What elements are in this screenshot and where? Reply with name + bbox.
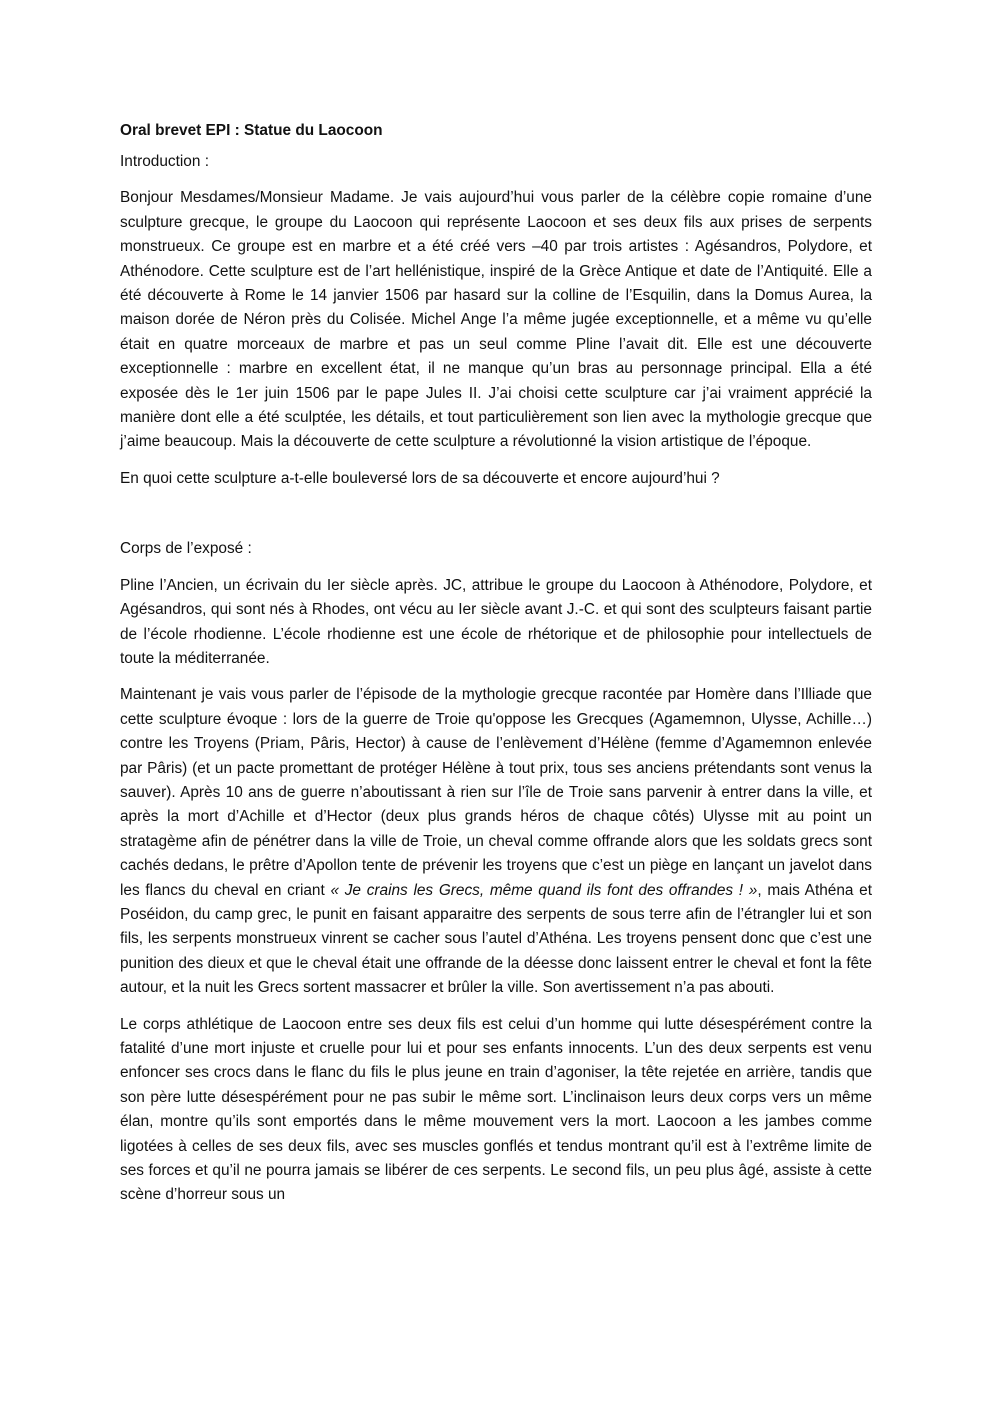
problem-question: En quoi cette sculpture a-t-elle bouleversé lors de sa découverte et encore aujourd’hui ?	[120, 469, 720, 487]
body-paragraph-2	[120, 683, 872, 1000]
body-heading: Corps de l’exposé :	[120, 540, 252, 558]
document-title: Oral brevet EPI : Statue du Laocoon	[120, 122, 383, 139]
laocoon-quote: « Je crains les Grecs, même quand ils font des offrandes ! »	[330, 881, 758, 899]
introduction-heading: Introduction :	[120, 153, 209, 170]
document-page	[120, 120, 872, 1220]
section-spacer	[120, 503, 872, 537]
body-paragraph-2-text-start: Maintenant je vais vous parler de l’épisode de la mythologie grecque racontée par Homère dans l’Illiade que cette sculpture évoque : lors de la guerre de Troie qu'oppose les Grecques (Agamemnon, Ulysse, Achille…) contre les Troyens (Priam, Pâris, Hector) à cause de l’enlèvement d’Hélène (femme d’Agamemnon enlevée par Pâris) (et un pacte promettant de protéger Hélène à tout prix, tous ses anciens prétendants sont venus la sauver). Après 10 ans de guerre n’aboutissant à rien sur l’île de Troie sans parvenir à entrer dans la ville, et après la mort d’Achille et d’Hector (deux plus grands héros de chaque côtés) Ulysse mit au point un stratagème afin de pénétrer dans la ville de Troie, un cheval comme offrande alors que les soldats grecs sont cachés dedans, le prêtre d’Apollon tente de prévenir les troyens que c’est un piège en lançant un javelot dans les flancs du cheval en criant	[120, 686, 872, 899]
body-paragraph-2-text-end: , mais Athéna et Poséidon, du camp grec, le punit en faisant apparaitre des serpents de sous terre afin de l’étrangler lui et son fils, les serpents monstrueux vinrent se cacher sous l’autel d’Athéna. Les troyens pensent donc que c’est une punition des dieux et que le cheval était une offrande de la déesse donc laissent entrer le cheval et font la fête autour, et la nuit les Grecs sortent massacrer et brûler la ville. Son avertissement n’a pas abouti.	[120, 881, 873, 997]
body-paragraph-3: Le corps athlétique de Laocoon entre ses deux fils est celui d’un homme qui lutte désespérément contre la fatalité d’une mort injuste et cruelle pour lui et pour ses enfants innocents. L’un des deux serpents est venu enfoncer ses crocs dans le flanc du fils le plus jeune en train d’agoniser, la tête rejetée en arrière, tandis que son père lutte désespérément pour ne pas subir le même sort. L’inclinaison leurs deux corps vers un même élan, montre qu’ils sont emportés dans le même mouvement vers la mort. Laocoon a les jambes comme ligotées à celles de ses deux fils, avec ses muscles gonflés et tendus montrant qu’il est à l’extrême limite de ses forces et qu’il ne pourra jamais se libérer de ces serpents. Le second fils, un peu plus âgé, assiste à cette scène d’horreur sous un	[120, 1015, 872, 1204]
body-paragraph-1: Pline l’Ancien, un écrivain du Ier siècle après. JC, attribue le groupe du Laocoon à Athénodore, Polydore, et Agésandros, qui sont nés à Rhodes, ont vécu au Ier siècle avant J.-C. et qui sont des sculpteurs faisant partie de l’école rhodienne. L’école rhodienne est une école de rhétorique et de philosophie pour intellectuels de toute la méditerranée.	[120, 576, 872, 667]
introduction-paragraph: Bonjour Mesdames/Monsieur Madame. Je vais aujourd’hui vous parler de la célèbre copie romaine d’une sculpture grecque, le groupe du Laocoon qui représente Laocoon et ses deux fils aux prises de serpents monstrueux. Ce groupe est en marbre et a été créé vers –40 par trois artistes : Agésandros, Polydore, et Athénodore. Cette sculpture est de l’art hellénistique, inspiré de la Grèce Antique et date de l’Antiquité. Elle a été découverte à Rome le 14 janvier 1506 par hasard sur la colline de l’Esquilin, dans la Domus Aurea, la maison dorée de Néron près du Colisée. Michel Ange l’a même jugée exceptionnelle, et a même vu qu’elle était en quatre morceaux de marbre et pas un seul comme Pline l’avait dit. Elle est une découverte exceptionnelle : marbre en excellent état, il ne manque qu’un bras au personnage principal. Ella a été exposée dès le 1er juin 1506 par le pape Jules II. J’ai choisi cette sculpture car j’ai vraiment apprécié la manière dont elle a été sculptée, les détails, et tout particulièrement son lien avec la mythologie grecque que j’aime beaucoup. Mais la découverte de cette sculpture a révolutionné la vision artistique de l’époque.	[120, 189, 872, 451]
